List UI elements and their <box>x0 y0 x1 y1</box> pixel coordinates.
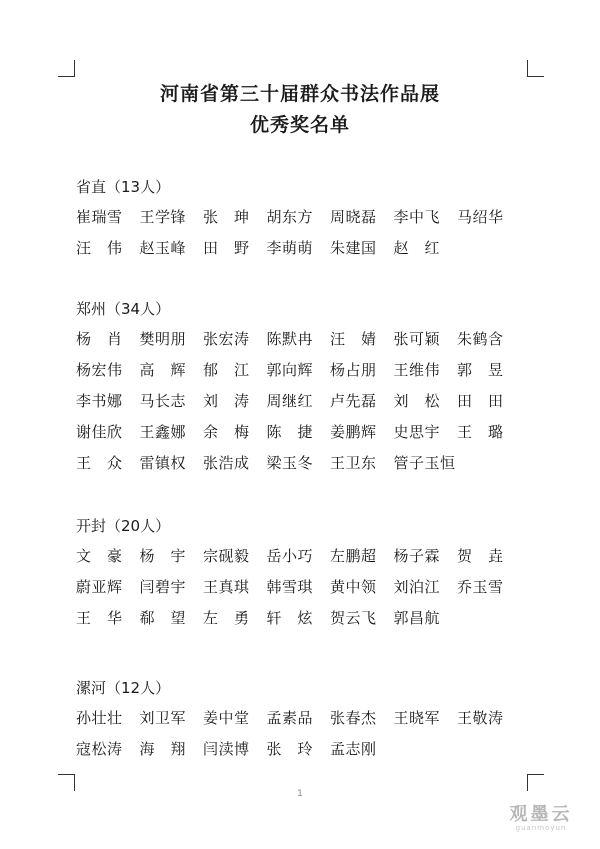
winner-name: 樊明朋 <box>139 330 187 348</box>
winner-name: 赵 红 <box>393 239 441 257</box>
watermark-text: 观墨云 <box>509 804 573 825</box>
winner-name: 杨子霖 <box>393 547 441 565</box>
winner-name: 杨占朋 <box>330 361 377 379</box>
winner-name: 海 翔 <box>139 740 187 758</box>
winner-name: 谢佳欣 <box>76 423 123 441</box>
winner-name: 王鑫娜 <box>139 423 187 441</box>
winner-name: 周晓磊 <box>330 208 377 226</box>
winner-name: 张浩成 <box>203 454 250 472</box>
winner-name: 郭 昱 <box>457 361 504 379</box>
winner-name: 张 玲 <box>266 740 314 758</box>
winner-name: 闫渎博 <box>203 740 250 758</box>
winner-name: 张 珅 <box>203 208 250 226</box>
winner-name: 左鹏超 <box>330 547 377 565</box>
winner-name: 汪 婧 <box>330 330 377 348</box>
winner-name: 雷镇权 <box>139 454 187 472</box>
winner-name: 马长志 <box>139 392 187 410</box>
winner-name: 张宏涛 <box>203 330 250 348</box>
name-grid <box>76 328 536 483</box>
winner-name: 孟素品 <box>266 709 314 727</box>
page-number: 1 <box>297 789 303 799</box>
winner-name: 王 璐 <box>457 423 504 441</box>
winner-name: 王 华 <box>76 609 123 627</box>
winner-name: 王学锋 <box>139 208 187 226</box>
winner-name: 余 梅 <box>203 423 250 441</box>
winner-name: 轩 炫 <box>266 609 314 627</box>
winner-name: 郭昌航 <box>393 609 441 627</box>
winner-name: 高 辉 <box>139 361 187 379</box>
winner-name: 寇松涛 <box>76 740 123 758</box>
document-title: 河南省第三十届群众书法作品展 <box>159 83 440 105</box>
winner-name: 陈默冉 <box>266 330 314 348</box>
name-grid <box>76 545 536 638</box>
winner-name: 王真琪 <box>203 578 250 596</box>
winner-name: 杨宏伟 <box>76 361 123 379</box>
winner-name: 宗砚毅 <box>203 547 250 565</box>
winner-name: 贺 垚 <box>457 547 504 565</box>
winner-name: 刘卫军 <box>139 709 187 727</box>
name-grid <box>76 707 536 769</box>
section-kaifeng <box>76 515 536 638</box>
winner-name: 闫碧宇 <box>139 578 187 596</box>
section-luohe <box>76 677 536 769</box>
winner-name: 田 田 <box>457 392 504 410</box>
winner-name: 王 众 <box>76 454 123 472</box>
winner-name: 刘 松 <box>393 392 441 410</box>
section-title: 省直（13人） <box>76 178 171 196</box>
winner-name: 管子玉恒 <box>393 454 456 472</box>
winner-name: 史思宇 <box>393 423 441 441</box>
winner-name: 姜中堂 <box>203 709 250 727</box>
winner-name: 王维伟 <box>393 361 441 379</box>
winner-name: 胡东方 <box>266 208 314 226</box>
winner-name: 梁玉冬 <box>266 454 314 472</box>
winner-name: 杨 宇 <box>139 547 187 565</box>
winner-name: 李书娜 <box>76 392 123 410</box>
winner-name: 王晓军 <box>393 709 441 727</box>
winner-name: 田 野 <box>203 239 250 257</box>
winner-name: 文 豪 <box>76 547 123 565</box>
winner-name: 孟志刚 <box>330 740 377 758</box>
section-zhengzhou <box>76 298 536 483</box>
winner-name: 张春杰 <box>330 709 377 727</box>
winner-name: 韩雪琪 <box>266 578 314 596</box>
winner-name: 张可颖 <box>393 330 441 348</box>
winner-name: 郁 江 <box>203 361 250 379</box>
watermark-subtext: guanmoyun <box>515 824 567 832</box>
section-title: 郑州（34人） <box>76 300 171 318</box>
winner-name: 郭向辉 <box>266 361 314 379</box>
section-title: 漯河（12人） <box>76 679 171 697</box>
winner-name: 李中飞 <box>393 208 441 226</box>
winner-name: 王卫东 <box>330 454 377 472</box>
winner-name: 李萌萌 <box>266 239 314 257</box>
winner-name: 汪 伟 <box>76 239 123 257</box>
winner-name: 卢先磊 <box>330 392 377 410</box>
winner-name: 乔玉雪 <box>457 578 504 596</box>
winner-name: 赵玉峰 <box>139 239 187 257</box>
winner-name: 岳小巧 <box>266 547 314 565</box>
winner-name: 郗 望 <box>139 609 187 627</box>
winner-name: 杨 肖 <box>76 330 123 348</box>
winner-name: 王敬涛 <box>457 709 504 727</box>
winner-name: 刘泊江 <box>393 578 441 596</box>
winner-name: 孙壮壮 <box>76 709 123 727</box>
winner-name: 朱鹤含 <box>457 330 504 348</box>
winner-name: 蔚亚辉 <box>76 578 123 596</box>
winner-name: 姜鹏辉 <box>330 423 377 441</box>
winner-name: 崔瑞雪 <box>76 208 123 226</box>
winner-name: 刘 涛 <box>203 392 250 410</box>
crop-mark-top-left <box>58 60 75 77</box>
winner-name: 马绍华 <box>457 208 504 226</box>
winner-name: 周继红 <box>266 392 314 410</box>
section-shengzhi <box>76 176 536 268</box>
winner-name: 陈 捷 <box>266 423 314 441</box>
section-title: 开封（20人） <box>76 517 171 535</box>
name-grid <box>76 206 536 268</box>
watermark-logo <box>496 800 586 832</box>
winner-name: 朱建国 <box>330 239 377 257</box>
winner-name: 黄中领 <box>330 578 377 596</box>
winner-name: 贺云飞 <box>330 609 377 627</box>
crop-mark-top-right <box>527 60 544 77</box>
winner-name: 左 勇 <box>203 609 250 627</box>
document-subtitle: 优秀奖名单 <box>249 114 350 136</box>
